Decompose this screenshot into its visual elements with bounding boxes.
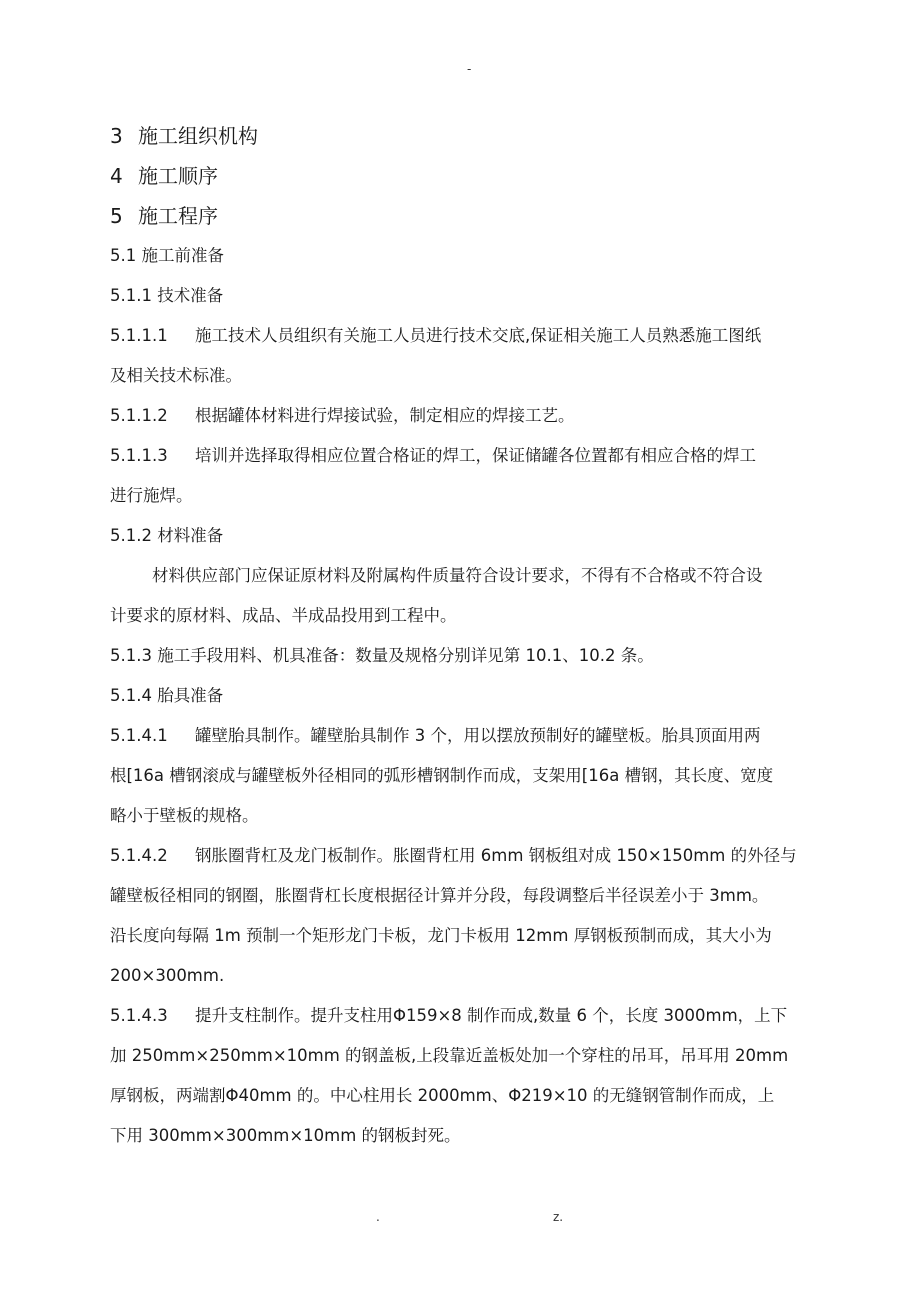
section-5-1-title: 5.1 施工前准备 [110, 246, 224, 265]
clause-number: 5.1.4.1 [110, 726, 168, 745]
clause-text-cont: 进行施焊。 [110, 486, 193, 505]
clause-text: 罐壁胎具制作。罐壁胎具制作 3 个，用以摆放预制好的罐壁板。胎具顶面用两 [195, 726, 761, 745]
clause-5-1-1-2 [110, 396, 832, 436]
clause-text: 提升支柱制作。提升支柱用Φ159×8 制作而成,数量 6 个，长度 3000mm，上下 [195, 1006, 788, 1025]
clause-number: 5.1.1.3 [110, 446, 168, 465]
footer-left-mark: . [376, 1210, 380, 1224]
section-5-1-2-title: 5.1.2 材料准备 [110, 526, 224, 545]
clause-text-cont: 及相关技术标准。 [110, 366, 242, 385]
clause-text: 钢胀圈背杠及龙门板制作。胀圈背杠用 6mm 钢板组对成 150×150mm 的外径与 [195, 846, 797, 865]
clause-5-1-1-1 [110, 316, 832, 396]
clause-text: 培训并选择取得相应位置合格证的焊工，保证储罐各位置都有相应合格的焊工 [195, 446, 756, 465]
section-5-1-3: 5.1.3 施工手段用料、机具准备：数量及规格分别详见第 10.1、10.2 条。 [110, 646, 654, 665]
section-5-1-2-body: 材料供应部门应保证原材料及附属构件质量符合设计要求，不得有不合格或不符合设 计要求的原材料、成品、半成品投用到工程中。 [110, 566, 763, 625]
clause-text: 根据罐体材料进行焊接试验，制定相应的焊接工艺。 [195, 406, 575, 425]
section-5-1-4-title: 5.1.4 胎具准备 [110, 686, 224, 705]
footer-right-mark: z. [553, 1210, 564, 1224]
heading-4: 4 施工顺序 [110, 164, 218, 188]
header-mark: - [467, 62, 472, 76]
heading-3: 3 施工组织机构 [110, 124, 258, 148]
clause-number: 5.1.4.3 [110, 1006, 168, 1025]
clause-text: 施工技术人员组织有关施工人员进行技术交底,保证相关施工人员熟悉施工图纸 [195, 326, 762, 345]
clause-number: 5.1.1.1 [110, 326, 168, 345]
clause-5-1-4-1: 5.1.4.1 罐壁胎具制作。罐壁胎具制作 3 个，用以摆放预制好的罐壁板。胎具顶面用两 根[16a 槽钢滚成与罐壁板外径相同的弧形槽钢制作而成，支架用[16a 槽钢，其长度、宽度 略小于壁板的规格。 [110, 716, 832, 836]
clause-5-1-4-3: 5.1.4.3 提升支柱制作。提升支柱用Φ159×8 制作而成,数量 6 个，长度 3000mm，上下 加 250mm×250mm×10mm 的钢盖板,上段靠近盖板处加一个穿柱的吊耳，吊耳用 20mm 厚钢板，两端割Φ40mm 的。中心柱用长 2000mm、Φ219×10 的无缝钢管制作而成，上 下用 300mm×300mm×10mm 的钢板封死。 [110, 996, 832, 1156]
heading-5: 5 施工程序 [110, 204, 218, 228]
clause-5-1-1-3 [110, 436, 832, 516]
clause-5-1-4-2: 5.1.4.2 钢胀圈背杠及龙门板制作。胀圈背杠用 6mm 钢板组对成 150×150mm 的外径与 罐壁板径相同的钢圈，胀圈背杠长度根据径计算并分段，每段调整后半径误差小于 3mm。 沿长度向每隔 1m 预制一个矩形龙门卡板，龙门卡板用 12mm 厚钢板预制而成，其大小为 200×300mm. [110, 836, 832, 996]
section-5-1-1-title: 5.1.1 技术准备 [110, 286, 224, 305]
clause-number: 5.1.4.2 [110, 846, 168, 865]
document-body [110, 116, 832, 1156]
clause-number: 5.1.1.2 [110, 406, 168, 425]
